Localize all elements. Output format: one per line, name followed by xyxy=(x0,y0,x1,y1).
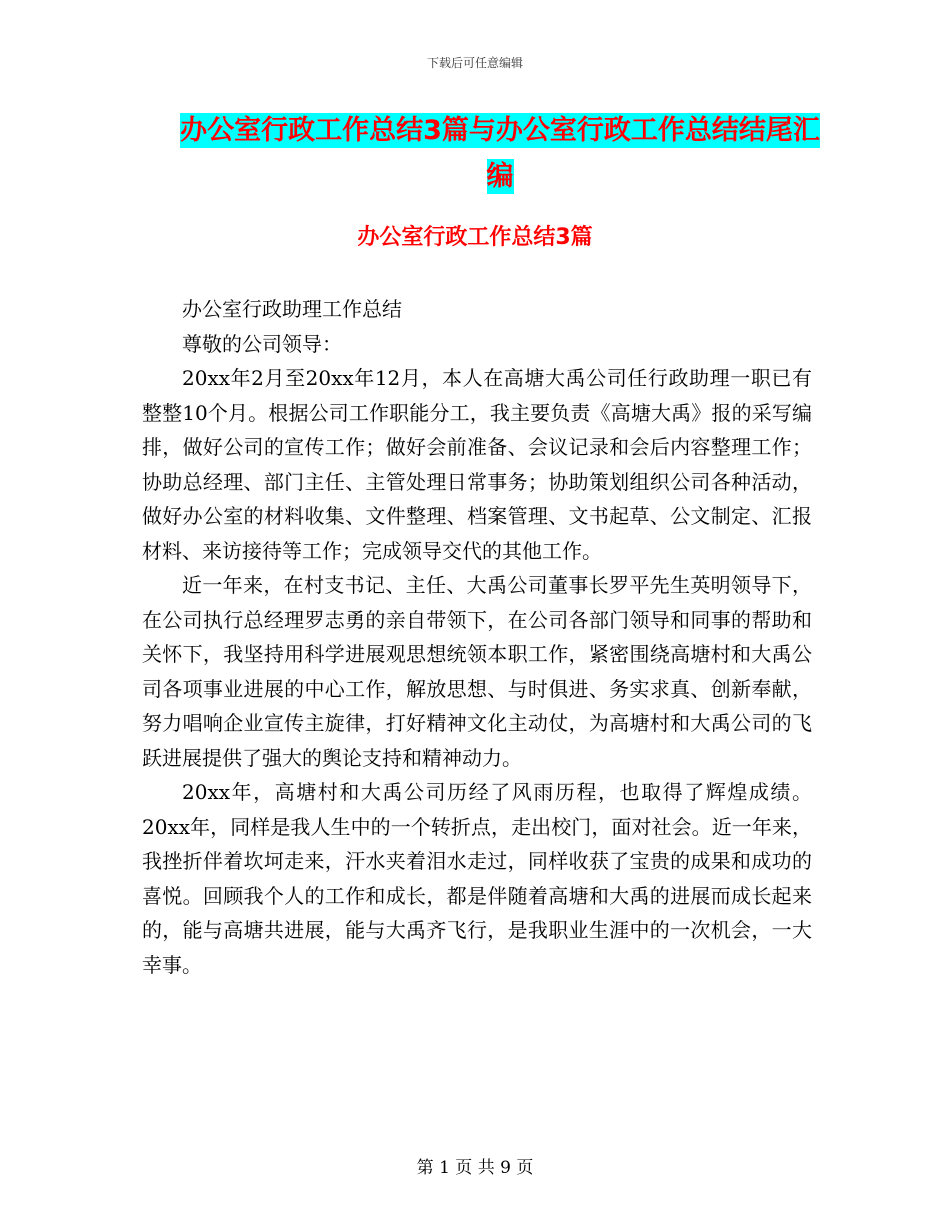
paragraph: 20xx年，高塘村和大禹公司历经了风雨历程，也取得了辉煌成绩。20xx年，同样是我人生中的一个转折点，走出校门，面对社会。近一年来，我挫折伴着坎坷走来，汗水夹着泪水走过，同样收获了宝贵的成果和成功的喜悦。回顾我个人的工作和成长，都是伴随着高塘和大禹的进展而成长起来的，能与高塘共进展，能与大禹齐飞行，是我职业生涯中的一次机会，一大幸事。 xyxy=(142,780,812,977)
paragraph-subtitle: 办公室行政助理工作总结 xyxy=(182,297,402,321)
paragraph: 20xx年2月至20xx年12月，本人在高塘大禹公司任行政助理一职已有整整10个月。根据公司工作职能分工，我主要负责《高塘大禹》报的采写编排，做好公司的宣传工作；做好会前准备、会议记录和会后内容整理工作；协助总经理、部门主任、主管处理日常事务；协助策划组织公司各种活动，做好办公室的材料收集、文件整理、档案管理、文书起草、公文制定、汇报材料、来访接待等工作；完成领导交代的其他工作。 xyxy=(142,366,812,563)
document-body xyxy=(142,292,812,982)
paragraph: 近一年来，在村支书记、主任、大禹公司董事长罗平先生英明领导下，在公司执行总经理罗志勇的亲自带领下，在公司各部门领导和同事的帮助和关怀下，我坚持用科学进展观思想统领本职工作，紧密围绕高塘村和大禹公司各项事业进展的中心工作，解放思想、与时俱进、务实求真、创新奉献，努力唱响企业宣传主旋律，打好精神文化主动仗，为高塘村和大禹公司的飞跃进展提供了强大的舆论支持和精神动力。 xyxy=(142,573,812,770)
section-title: 办公室行政工作总结3篇 xyxy=(357,225,593,250)
page-footer-number: 第 1 页 共 9 页 xyxy=(416,1158,534,1178)
paragraph-salutation: 尊敬的公司领导： xyxy=(182,331,342,356)
page-header-note: 下载后可任意编辑 xyxy=(426,56,523,70)
document-title-text: 办公室行政工作总结3篇与办公室行政工作总结结尾汇编 xyxy=(180,115,820,192)
document-title xyxy=(175,108,825,200)
